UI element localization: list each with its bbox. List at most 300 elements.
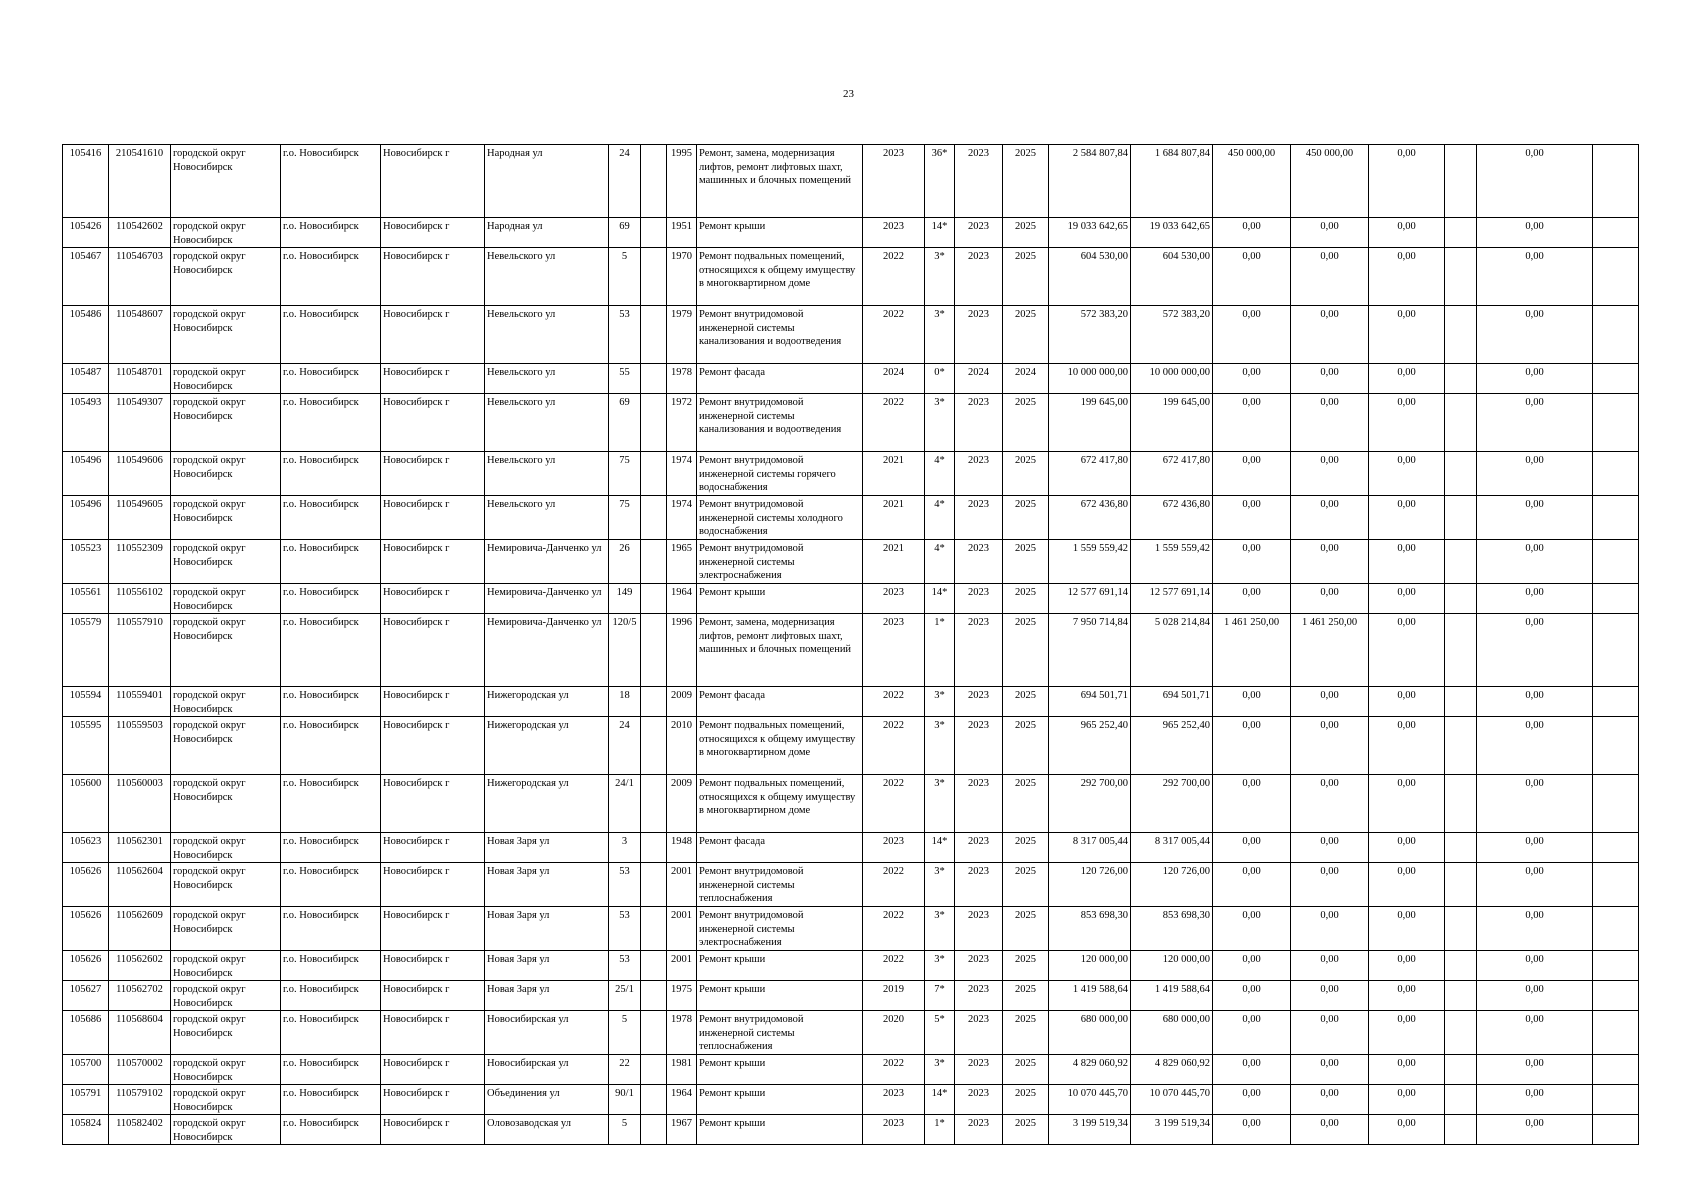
cell-id: 105626 (63, 863, 109, 907)
cell-id: 105561 (63, 584, 109, 614)
cell-fund-main: 120 000,00 (1131, 951, 1213, 981)
cell-year-planned: 2022 (863, 717, 925, 775)
cell-id: 105486 (63, 306, 109, 364)
cell-ref: 4* (925, 452, 955, 496)
cell-fund-b: 0,00 (1291, 452, 1369, 496)
cell-total: 7 950 714,84 (1049, 614, 1131, 687)
cell-fund-a: 0,00 (1213, 1115, 1291, 1145)
cell-fund-b: 0,00 (1291, 1055, 1369, 1085)
cell-year-built: 2010 (667, 717, 697, 775)
cell-fund-d (1445, 1115, 1477, 1145)
cell-work: Ремонт внутридомовой инженерной системы горячего водоснабжения (697, 452, 863, 496)
cell-locality: Новосибирск г (381, 452, 485, 496)
cell-year-planned: 2023 (863, 145, 925, 218)
cell-start: 2023 (955, 687, 1003, 717)
cell-id: 105493 (63, 394, 109, 452)
cell-fund-a: 0,00 (1213, 540, 1291, 584)
cell-fund-c: 0,00 (1369, 717, 1445, 775)
cell-year-planned: 2021 (863, 540, 925, 584)
cell-ref: 3* (925, 394, 955, 452)
table-row (63, 863, 1639, 907)
cell-end: 2025 (1003, 717, 1049, 775)
cell-work: Ремонт крыши (697, 1115, 863, 1145)
cell-year-built: 1981 (667, 1055, 697, 1085)
cell-municipality: г.о. Новосибирск (281, 145, 381, 218)
cell-fund-a: 0,00 (1213, 717, 1291, 775)
cell-fund-d (1445, 218, 1477, 248)
cell-locality: Новосибирск г (381, 145, 485, 218)
cell-code: 110559401 (109, 687, 171, 717)
cell-district: городской округ Новосибирск (171, 1115, 281, 1145)
cell-fund-d (1445, 833, 1477, 863)
cell-total: 8 317 005,44 (1049, 833, 1131, 863)
cell-fund-e: 0,00 (1477, 1115, 1593, 1145)
cell-fund-e: 0,00 (1477, 863, 1593, 907)
cell-fund-c: 0,00 (1369, 687, 1445, 717)
cell-street: Нижегородская ул (485, 687, 609, 717)
cell-work: Ремонт фасада (697, 364, 863, 394)
cell-fund-b: 0,00 (1291, 394, 1369, 452)
cell-end: 2025 (1003, 394, 1049, 452)
cell-building (641, 364, 667, 394)
cell-end: 2025 (1003, 306, 1049, 364)
cell-year-planned: 2021 (863, 452, 925, 496)
table-row (63, 364, 1639, 394)
cell-fund-f (1593, 981, 1639, 1011)
cell-start: 2023 (955, 540, 1003, 584)
cell-house: 90/1 (609, 1085, 641, 1115)
cell-fund-e: 0,00 (1477, 394, 1593, 452)
cell-code: 110559503 (109, 717, 171, 775)
cell-end: 2025 (1003, 584, 1049, 614)
cell-fund-f (1593, 496, 1639, 540)
cell-fund-a: 0,00 (1213, 863, 1291, 907)
table-row (63, 248, 1639, 306)
cell-district: городской округ Новосибирск (171, 863, 281, 907)
cell-fund-a: 0,00 (1213, 248, 1291, 306)
cell-year-planned: 2023 (863, 614, 925, 687)
cell-fund-e: 0,00 (1477, 1011, 1593, 1055)
cell-locality: Новосибирск г (381, 540, 485, 584)
cell-fund-main: 672 417,80 (1131, 452, 1213, 496)
cell-house: 75 (609, 496, 641, 540)
cell-fund-main: 1 419 588,64 (1131, 981, 1213, 1011)
cell-year-built: 1975 (667, 981, 697, 1011)
cell-year-built: 2001 (667, 863, 697, 907)
cell-house: 69 (609, 394, 641, 452)
cell-fund-main: 12 577 691,14 (1131, 584, 1213, 614)
cell-fund-f (1593, 145, 1639, 218)
cell-fund-e: 0,00 (1477, 584, 1593, 614)
cell-fund-b: 0,00 (1291, 951, 1369, 981)
cell-year-planned: 2023 (863, 218, 925, 248)
cell-street: Новосибирская ул (485, 1011, 609, 1055)
cell-fund-e: 0,00 (1477, 614, 1593, 687)
table-row (63, 394, 1639, 452)
cell-district: городской округ Новосибирск (171, 145, 281, 218)
cell-year-planned: 2021 (863, 496, 925, 540)
cell-code: 110556102 (109, 584, 171, 614)
cell-fund-c: 0,00 (1369, 1115, 1445, 1145)
cell-end: 2025 (1003, 1011, 1049, 1055)
cell-year-built: 1972 (667, 394, 697, 452)
cell-fund-f (1593, 1055, 1639, 1085)
cell-year-planned: 2022 (863, 306, 925, 364)
cell-house: 24 (609, 145, 641, 218)
cell-end: 2025 (1003, 833, 1049, 863)
cell-locality: Новосибирск г (381, 863, 485, 907)
cell-year-planned: 2022 (863, 248, 925, 306)
cell-ref: 1* (925, 1115, 955, 1145)
cell-municipality: г.о. Новосибирск (281, 951, 381, 981)
cell-id: 105700 (63, 1055, 109, 1085)
cell-fund-a: 0,00 (1213, 584, 1291, 614)
cell-municipality: г.о. Новосибирск (281, 717, 381, 775)
table-row (63, 218, 1639, 248)
cell-fund-c: 0,00 (1369, 452, 1445, 496)
cell-end: 2025 (1003, 452, 1049, 496)
cell-fund-c: 0,00 (1369, 1055, 1445, 1085)
cell-work: Ремонт фасада (697, 833, 863, 863)
cell-start: 2023 (955, 614, 1003, 687)
cell-house: 120/5 (609, 614, 641, 687)
cell-start: 2023 (955, 775, 1003, 833)
cell-total: 672 436,80 (1049, 496, 1131, 540)
page-number: 23 (843, 88, 854, 100)
cell-end: 2025 (1003, 907, 1049, 951)
cell-fund-main: 572 383,20 (1131, 306, 1213, 364)
cell-code: 110579102 (109, 1085, 171, 1115)
cell-street: Новая Заря ул (485, 951, 609, 981)
cell-work: Ремонт крыши (697, 218, 863, 248)
cell-fund-d (1445, 1055, 1477, 1085)
cell-fund-d (1445, 775, 1477, 833)
cell-work: Ремонт, замена, модернизация лифтов, ремонт лифтовых шахт, машинных и блочных помещений (697, 145, 863, 218)
cell-start: 2023 (955, 1085, 1003, 1115)
cell-id: 105416 (63, 145, 109, 218)
cell-total: 694 501,71 (1049, 687, 1131, 717)
cell-municipality: г.о. Новосибирск (281, 364, 381, 394)
cell-municipality: г.о. Новосибирск (281, 1115, 381, 1145)
cell-fund-main: 10 000 000,00 (1131, 364, 1213, 394)
cell-fund-a: 0,00 (1213, 1011, 1291, 1055)
cell-municipality: г.о. Новосибирск (281, 394, 381, 452)
cell-municipality: г.о. Новосибирск (281, 833, 381, 863)
cell-fund-main: 3 199 519,34 (1131, 1115, 1213, 1145)
cell-fund-d (1445, 584, 1477, 614)
cell-id: 105626 (63, 907, 109, 951)
cell-code: 110568604 (109, 1011, 171, 1055)
cell-fund-e: 0,00 (1477, 717, 1593, 775)
cell-building (641, 1085, 667, 1115)
cell-fund-a: 0,00 (1213, 981, 1291, 1011)
cell-fund-c: 0,00 (1369, 248, 1445, 306)
capital-repair-register-table (62, 144, 1639, 1145)
cell-year-planned: 2022 (863, 687, 925, 717)
cell-end: 2025 (1003, 1055, 1049, 1085)
cell-fund-d (1445, 496, 1477, 540)
cell-ref: 14* (925, 218, 955, 248)
cell-fund-f (1593, 540, 1639, 584)
cell-start: 2023 (955, 981, 1003, 1011)
cell-locality: Новосибирск г (381, 1115, 485, 1145)
cell-building (641, 496, 667, 540)
cell-fund-d (1445, 951, 1477, 981)
cell-start: 2023 (955, 717, 1003, 775)
cell-id: 105686 (63, 1011, 109, 1055)
cell-municipality: г.о. Новосибирск (281, 1055, 381, 1085)
cell-id: 105467 (63, 248, 109, 306)
cell-fund-d (1445, 907, 1477, 951)
cell-district: городской округ Новосибирск (171, 540, 281, 584)
cell-ref: 4* (925, 496, 955, 540)
cell-street: Невельского ул (485, 306, 609, 364)
cell-work: Ремонт внутридомовой инженерной системы канализования и водоотведения (697, 306, 863, 364)
cell-work: Ремонт внутридомовой инженерной системы электроснабжения (697, 907, 863, 951)
cell-fund-a: 0,00 (1213, 364, 1291, 394)
cell-year-built: 1974 (667, 496, 697, 540)
cell-house: 25/1 (609, 981, 641, 1011)
cell-district: городской округ Новосибирск (171, 364, 281, 394)
cell-fund-b: 0,00 (1291, 775, 1369, 833)
cell-fund-main: 965 252,40 (1131, 717, 1213, 775)
table-row (63, 452, 1639, 496)
cell-locality: Новосибирск г (381, 775, 485, 833)
cell-fund-f (1593, 218, 1639, 248)
cell-locality: Новосибирск г (381, 981, 485, 1011)
cell-street: Невельского ул (485, 364, 609, 394)
cell-work: Ремонт, замена, модернизация лифтов, ремонт лифтовых шахт, машинных и блочных помещений (697, 614, 863, 687)
cell-ref: 7* (925, 981, 955, 1011)
cell-fund-main: 10 070 445,70 (1131, 1085, 1213, 1115)
cell-locality: Новосибирск г (381, 364, 485, 394)
cell-fund-b: 0,00 (1291, 1011, 1369, 1055)
cell-total: 853 698,30 (1049, 907, 1131, 951)
cell-end: 2025 (1003, 614, 1049, 687)
cell-start: 2023 (955, 1115, 1003, 1145)
cell-fund-b: 0,00 (1291, 540, 1369, 584)
cell-code: 110570002 (109, 1055, 171, 1085)
cell-code: 210541610 (109, 145, 171, 218)
cell-ref: 1* (925, 614, 955, 687)
cell-fund-e: 0,00 (1477, 951, 1593, 981)
cell-total: 292 700,00 (1049, 775, 1131, 833)
cell-building (641, 775, 667, 833)
cell-locality: Новосибирск г (381, 907, 485, 951)
cell-code: 110549605 (109, 496, 171, 540)
cell-end: 2025 (1003, 687, 1049, 717)
cell-fund-c: 0,00 (1369, 907, 1445, 951)
cell-street: Немировича-Данченко ул (485, 540, 609, 584)
cell-fund-a: 0,00 (1213, 394, 1291, 452)
cell-district: городской округ Новосибирск (171, 452, 281, 496)
cell-fund-c: 0,00 (1369, 775, 1445, 833)
cell-fund-c: 0,00 (1369, 981, 1445, 1011)
cell-fund-f (1593, 364, 1639, 394)
cell-municipality: г.о. Новосибирск (281, 614, 381, 687)
cell-fund-a: 0,00 (1213, 1085, 1291, 1115)
cell-year-built: 1965 (667, 540, 697, 584)
cell-fund-main: 1 684 807,84 (1131, 145, 1213, 218)
cell-start: 2023 (955, 218, 1003, 248)
cell-end: 2025 (1003, 951, 1049, 981)
cell-fund-e: 0,00 (1477, 1055, 1593, 1085)
cell-fund-b: 0,00 (1291, 1115, 1369, 1145)
cell-fund-a: 0,00 (1213, 833, 1291, 863)
cell-building (641, 863, 667, 907)
cell-locality: Новосибирск г (381, 833, 485, 863)
cell-year-built: 1978 (667, 364, 697, 394)
cell-work: Ремонт внутридомовой инженерной системы теплоснабжения (697, 863, 863, 907)
cell-fund-c: 0,00 (1369, 364, 1445, 394)
cell-fund-e: 0,00 (1477, 496, 1593, 540)
cell-district: городской округ Новосибирск (171, 394, 281, 452)
cell-fund-d (1445, 306, 1477, 364)
cell-fund-c: 0,00 (1369, 218, 1445, 248)
cell-locality: Новосибирск г (381, 496, 485, 540)
cell-locality: Новосибирск г (381, 1085, 485, 1115)
cell-end: 2025 (1003, 775, 1049, 833)
cell-year-planned: 2023 (863, 833, 925, 863)
cell-building (641, 145, 667, 218)
cell-start: 2023 (955, 907, 1003, 951)
cell-end: 2025 (1003, 981, 1049, 1011)
cell-district: городской округ Новосибирск (171, 951, 281, 981)
cell-district: городской округ Новосибирск (171, 775, 281, 833)
cell-locality: Новосибирск г (381, 394, 485, 452)
cell-ref: 3* (925, 306, 955, 364)
cell-fund-e: 0,00 (1477, 218, 1593, 248)
cell-district: городской округ Новосибирск (171, 687, 281, 717)
cell-end: 2025 (1003, 496, 1049, 540)
cell-total: 1 559 559,42 (1049, 540, 1131, 584)
cell-fund-b: 1 461 250,00 (1291, 614, 1369, 687)
cell-code: 110546703 (109, 248, 171, 306)
cell-ref: 3* (925, 1055, 955, 1085)
cell-total: 680 000,00 (1049, 1011, 1131, 1055)
cell-locality: Новосибирск г (381, 1011, 485, 1055)
cell-code: 110548701 (109, 364, 171, 394)
cell-municipality: г.о. Новосибирск (281, 981, 381, 1011)
cell-fund-f (1593, 687, 1639, 717)
cell-house: 53 (609, 863, 641, 907)
cell-total: 2 584 807,84 (1049, 145, 1131, 218)
cell-start: 2023 (955, 1055, 1003, 1085)
cell-year-built: 1948 (667, 833, 697, 863)
cell-district: городской округ Новосибирск (171, 717, 281, 775)
cell-code: 110562609 (109, 907, 171, 951)
cell-building (641, 1055, 667, 1085)
cell-fund-b: 0,00 (1291, 981, 1369, 1011)
cell-municipality: г.о. Новосибирск (281, 540, 381, 584)
cell-house: 69 (609, 218, 641, 248)
cell-fund-e: 0,00 (1477, 248, 1593, 306)
cell-year-built: 1970 (667, 248, 697, 306)
cell-id: 105626 (63, 951, 109, 981)
cell-street: Невельского ул (485, 452, 609, 496)
cell-start: 2023 (955, 951, 1003, 981)
cell-ref: 3* (925, 717, 955, 775)
cell-fund-e: 0,00 (1477, 687, 1593, 717)
cell-fund-main: 292 700,00 (1131, 775, 1213, 833)
cell-fund-b: 0,00 (1291, 863, 1369, 907)
cell-id: 105627 (63, 981, 109, 1011)
cell-year-planned: 2023 (863, 1085, 925, 1115)
cell-id: 105623 (63, 833, 109, 863)
cell-fund-c: 0,00 (1369, 306, 1445, 364)
cell-house: 18 (609, 687, 641, 717)
cell-year-built: 1967 (667, 1115, 697, 1145)
table-row (63, 687, 1639, 717)
cell-fund-f (1593, 306, 1639, 364)
cell-work: Ремонт крыши (697, 1085, 863, 1115)
cell-total: 572 383,20 (1049, 306, 1131, 364)
cell-code: 110560003 (109, 775, 171, 833)
cell-id: 105496 (63, 496, 109, 540)
cell-fund-e: 0,00 (1477, 833, 1593, 863)
cell-street: Новая Заря ул (485, 981, 609, 1011)
cell-fund-d (1445, 540, 1477, 584)
cell-year-planned: 2022 (863, 394, 925, 452)
table-row (63, 717, 1639, 775)
cell-fund-f (1593, 394, 1639, 452)
cell-building (641, 452, 667, 496)
cell-district: городской округ Новосибирск (171, 496, 281, 540)
cell-locality: Новосибирск г (381, 1055, 485, 1085)
cell-ref: 3* (925, 687, 955, 717)
cell-fund-e: 0,00 (1477, 452, 1593, 496)
cell-end: 2025 (1003, 145, 1049, 218)
cell-start: 2023 (955, 833, 1003, 863)
cell-ref: 4* (925, 540, 955, 584)
cell-code: 110552309 (109, 540, 171, 584)
cell-fund-c: 0,00 (1369, 1085, 1445, 1115)
cell-locality: Новосибирск г (381, 687, 485, 717)
cell-work: Ремонт внутридомовой инженерной системы электроснабжения (697, 540, 863, 584)
cell-building (641, 614, 667, 687)
cell-house: 22 (609, 1055, 641, 1085)
cell-ref: 3* (925, 907, 955, 951)
cell-ref: 14* (925, 833, 955, 863)
cell-municipality: г.о. Новосибирск (281, 496, 381, 540)
cell-ref: 3* (925, 775, 955, 833)
cell-fund-d (1445, 717, 1477, 775)
cell-house: 75 (609, 452, 641, 496)
cell-building (641, 394, 667, 452)
cell-municipality: г.о. Новосибирск (281, 1011, 381, 1055)
cell-fund-f (1593, 717, 1639, 775)
cell-total: 604 530,00 (1049, 248, 1131, 306)
cell-district: городской округ Новосибирск (171, 306, 281, 364)
cell-ref: 3* (925, 951, 955, 981)
cell-year-planned: 2023 (863, 584, 925, 614)
cell-start: 2023 (955, 452, 1003, 496)
cell-code: 110548607 (109, 306, 171, 364)
cell-municipality: г.о. Новосибирск (281, 248, 381, 306)
cell-fund-d (1445, 1011, 1477, 1055)
cell-work: Ремонт крыши (697, 981, 863, 1011)
cell-house: 55 (609, 364, 641, 394)
cell-year-built: 1974 (667, 452, 697, 496)
cell-locality: Новосибирск г (381, 248, 485, 306)
cell-building (641, 218, 667, 248)
cell-house: 24 (609, 717, 641, 775)
cell-building (641, 687, 667, 717)
cell-year-built: 1978 (667, 1011, 697, 1055)
cell-fund-d (1445, 364, 1477, 394)
cell-street: Невельского ул (485, 248, 609, 306)
cell-year-planned: 2020 (863, 1011, 925, 1055)
